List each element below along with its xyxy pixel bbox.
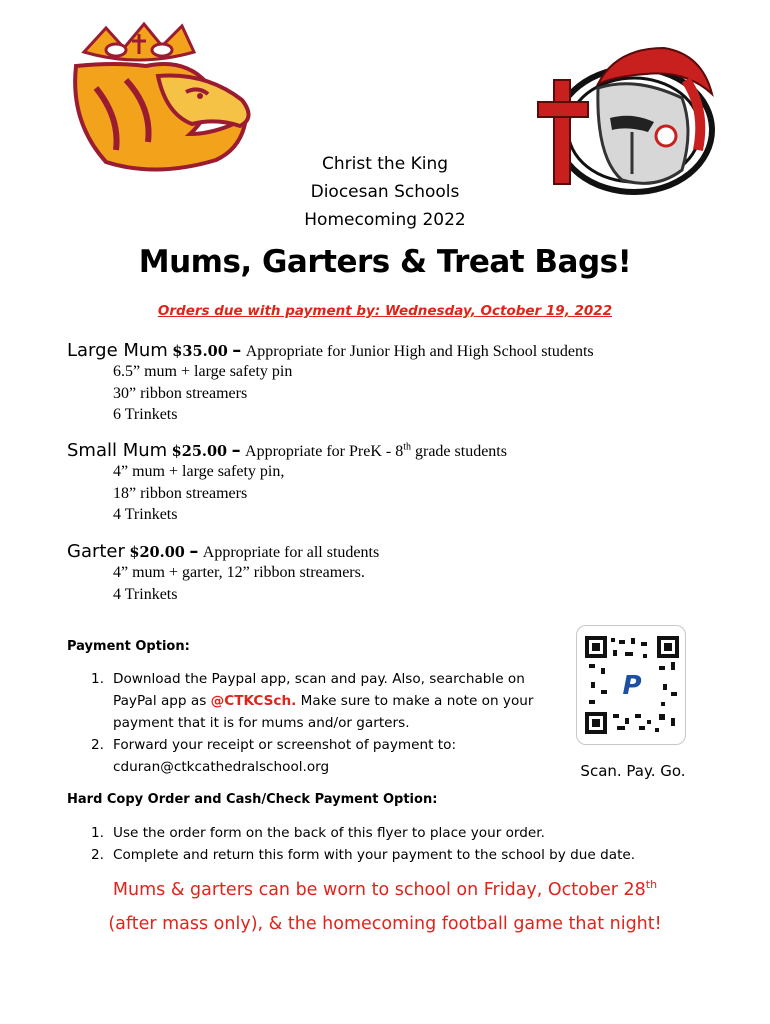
detail-line: 18” ribbon streamers (113, 484, 248, 502)
hard-copy-step: 1. Use the order form on the back of this flyer to place your order. (91, 825, 545, 841)
school-line-3: Homecoming 2022 (304, 210, 466, 230)
paypal-handle: @CTKCSch. (210, 693, 297, 709)
school-line-1: Christ the King (321, 154, 449, 174)
spartan-helmet-logo (536, 40, 716, 212)
payment-step: 1. Download the Paypal app, scan and pay. Also, searchable on PayPal app as @CTKCSch. Make sure to make a note on your payment that it is for mums and/or garters. (91, 671, 534, 731)
detail-line: 6.5” mum + large safety pin (113, 363, 293, 380)
detail-line: 6 Trinkets (113, 406, 178, 423)
product-name: Large Mum (67, 340, 168, 361)
detail-line: 4” mum + large safety pin, (113, 463, 285, 480)
product-price: $20.00 (129, 544, 185, 561)
school-name-block (285, 150, 485, 234)
product-description: Appropriate for Junior High and High School students (245, 343, 594, 360)
order-due-date: Orders due with payment by: Wednesday, October 19, 2022 (157, 303, 613, 319)
qr-caption: Scan. Pay. Go. (580, 762, 686, 780)
product-dash: – (231, 440, 241, 461)
payment-option-heading: Payment Option: (67, 639, 190, 654)
school-line-2: Diocesan Schools (310, 182, 460, 202)
footer-line-2: (after mass only), & the homecoming football game that night! (108, 914, 662, 934)
product-name: Garter (67, 541, 125, 562)
paypal-qr-card (576, 625, 686, 745)
detail-line: 4” mum + garter, 12” ribbon streamers. (113, 564, 365, 581)
product-name: Small Mum (67, 440, 168, 461)
footer-line-1: Mums & garters can be worn to school on Friday, October 28th (112, 878, 658, 900)
lion-crown-logo (66, 22, 262, 172)
qr-code-icon (577, 626, 687, 746)
product-dash: – (189, 541, 199, 562)
product-price: $35.00 (172, 343, 228, 360)
product-description: Appropriate for all students (202, 544, 380, 561)
hard-copy-heading: Hard Copy Order and Cash/Check Payment Option: (67, 792, 438, 807)
product-large-mum (67, 340, 594, 426)
svg-text:P: P (622, 671, 642, 701)
product-description: Appropriate for PreK - 8th grade students (245, 441, 507, 460)
product-garter (67, 541, 379, 605)
hard-copy-steps (91, 822, 711, 866)
page-title: Mums, Garters & Treat Bags! (138, 244, 632, 280)
payment-step: 2. Forward your receipt or screenshot of payment to: cduran@ctkcathedralschool.org (91, 737, 457, 775)
hard-copy-step: 2. Complete and return this form with your payment to the school by due date. (91, 847, 636, 863)
detail-line: 30” ribbon streamers (113, 384, 248, 402)
product-details (113, 461, 507, 526)
product-dash: – (232, 340, 242, 361)
detail-line: 4 Trinkets (113, 506, 178, 523)
product-details (113, 562, 379, 605)
product-small-mum (67, 440, 507, 526)
product-details (113, 361, 594, 426)
contact-email: cduran@ctkcathedralschool.org (113, 759, 330, 775)
payment-steps (91, 668, 541, 778)
detail-line: 4 Trinkets (113, 585, 178, 603)
product-price: $25.00 (171, 443, 228, 460)
